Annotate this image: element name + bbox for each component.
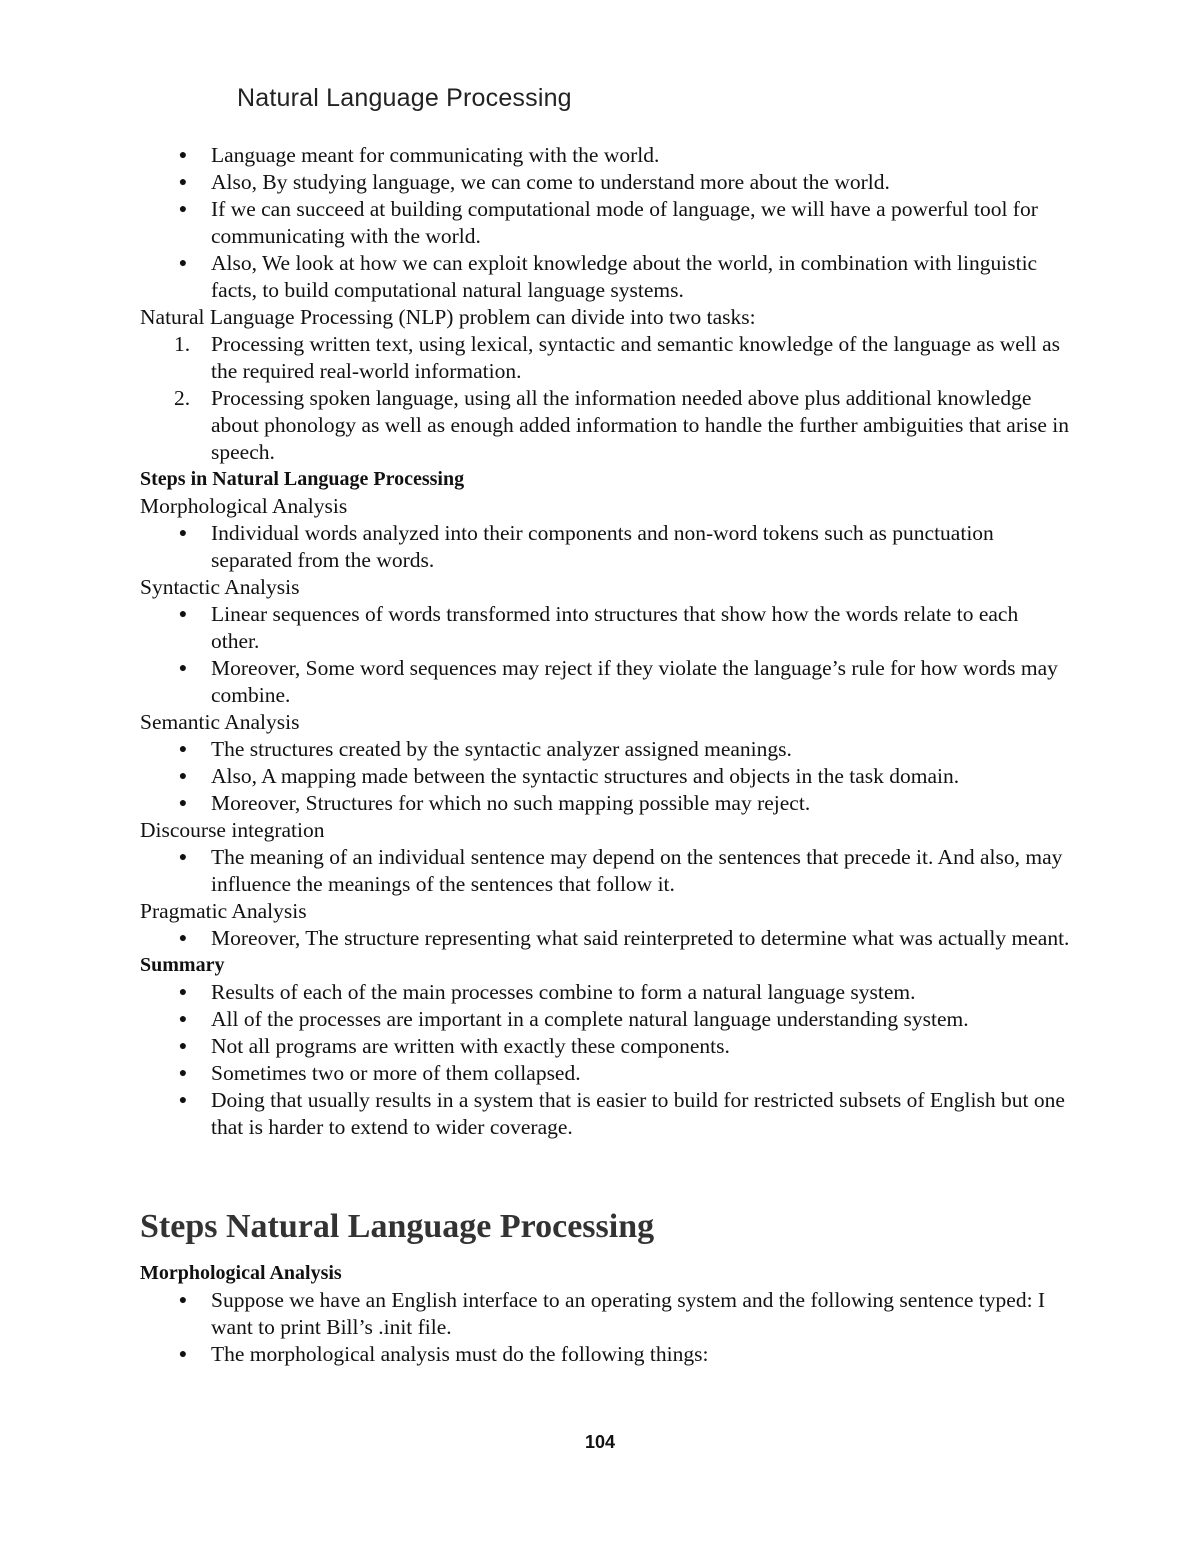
syntactic-heading: Syntactic Analysis: [140, 575, 300, 599]
bullet-icon: ●: [178, 526, 188, 541]
discourse-heading: Discourse integration: [140, 818, 325, 842]
list-number: 2.: [174, 386, 191, 410]
section-heading: Steps Natural Language Processing: [140, 1208, 655, 1245]
bullet-icon: ●: [178, 931, 188, 946]
bullet-icon: ●: [178, 1066, 188, 1081]
page-number: 104: [584, 1432, 616, 1452]
list-item: 1. Processing written text, using lexical, syntactic and semantic knowledge of the language as well as the required real-world information.: [174, 332, 1061, 383]
steps-heading: Steps in Natural Language Processing: [140, 468, 465, 490]
list-item: ● The structures created by the syntactic analyzer assigned meanings.: [140, 736, 1070, 763]
list-item: ● Also, We look at how we can exploit knowledge about the world, in combination with linguistic facts, to build computational natural language systems.: [140, 250, 1070, 304]
list-item: ● Sometimes two or more of them collapsed.: [140, 1060, 1070, 1087]
bullet-icon: ●: [178, 661, 188, 676]
bullet-icon: ●: [178, 1039, 188, 1054]
syntactic-bullet-list: [140, 601, 1070, 709]
summary-heading: Summary: [140, 954, 225, 976]
bullet-icon: ●: [178, 1347, 188, 1362]
bullet-icon: ●: [178, 175, 188, 190]
bullet-icon: ●: [178, 607, 188, 622]
list-item: ● Moreover, The structure representing what said reinterpreted to determine what was actually meant.: [140, 925, 1070, 952]
tasks-numbered-list: [140, 331, 1070, 466]
bullet-icon: ●: [178, 256, 188, 271]
list-item: ● The meaning of an individual sentence may depend on the sentences that precede it. And also, may influence the meanings of the sentences that follow it.: [140, 844, 1070, 898]
semantic-heading: Semantic Analysis: [140, 710, 300, 734]
list-item: ● If we can succeed at building computational mode of language, we will have a powerful tool for communicating with the world.: [140, 196, 1070, 250]
bullet-icon: ●: [178, 769, 188, 784]
bullet-icon: ●: [178, 1012, 188, 1027]
list-item: ● Moreover, Structures for which no such mapping possible may reject.: [140, 790, 1070, 817]
discourse-bullet-list: [140, 844, 1070, 898]
intro-bullet-list: [140, 142, 1070, 304]
bullet-icon: ●: [178, 850, 188, 865]
list-item: ● All of the processes are important in a complete natural language understanding system.: [140, 1006, 1070, 1033]
list-item: 2. Processing spoken language, using all the information needed above plus additional knowledge about phonology as well as enough added information to handle the further ambiguities that arise in speech.: [174, 386, 1069, 464]
list-item: ● Moreover, Some word sequences may reject if they violate the language’s rule for how words may combine.: [140, 655, 1070, 709]
page-content: [140, 142, 1070, 1368]
list-item: ● Suppose we have an English interface to an operating system and the following sentence typed: I want to print Bill’s .init file.: [140, 1287, 1070, 1341]
summary-bullet-list: [140, 979, 1070, 1141]
morphological-heading: Morphological Analysis: [140, 494, 348, 518]
list-item: ● Also, A mapping made between the syntactic structures and objects in the task domain.: [140, 763, 1070, 790]
bullet-icon: ●: [178, 1293, 188, 1308]
section-subheading: Morphological Analysis: [140, 1262, 342, 1284]
list-number: 1.: [174, 332, 191, 356]
pragmatic-heading: Pragmatic Analysis: [140, 899, 307, 923]
list-item: ● Results of each of the main processes combine to form a natural language system.: [140, 979, 1070, 1006]
bullet-icon: ●: [178, 1093, 188, 1108]
bullet-icon: ●: [178, 202, 188, 217]
morphological-bullet-list: [140, 520, 1070, 574]
list-item: ● Language meant for communicating with the world.: [140, 142, 1070, 169]
list-item: ● Individual words analyzed into their components and non-word tokens such as punctuation separated from the words.: [140, 520, 1070, 574]
tasks-intro: Natural Language Processing (NLP) problem can divide into two tasks:: [140, 305, 756, 329]
bullet-icon: ●: [178, 985, 188, 1000]
semantic-bullet-list: [140, 736, 1070, 817]
pragmatic-bullet-list: [140, 925, 1070, 952]
bullet-icon: ●: [178, 796, 188, 811]
list-item: ● The morphological analysis must do the following things:: [140, 1341, 1070, 1368]
running-header: Natural Language Processing: [237, 84, 572, 112]
list-item: ● Doing that usually results in a system that is easier to build for restricted subsets of English but one that is harder to extend to wider coverage.: [140, 1087, 1070, 1141]
list-item: ● Also, By studying language, we can come to understand more about the world.: [140, 169, 1070, 196]
bullet-icon: ●: [178, 148, 188, 163]
bullet-icon: ●: [178, 742, 188, 757]
list-item: ● Not all programs are written with exactly these components.: [140, 1033, 1070, 1060]
list-item: ● Linear sequences of words transformed into structures that show how the words relate to each other.: [140, 601, 1070, 655]
section-bullet-list: [140, 1287, 1070, 1368]
